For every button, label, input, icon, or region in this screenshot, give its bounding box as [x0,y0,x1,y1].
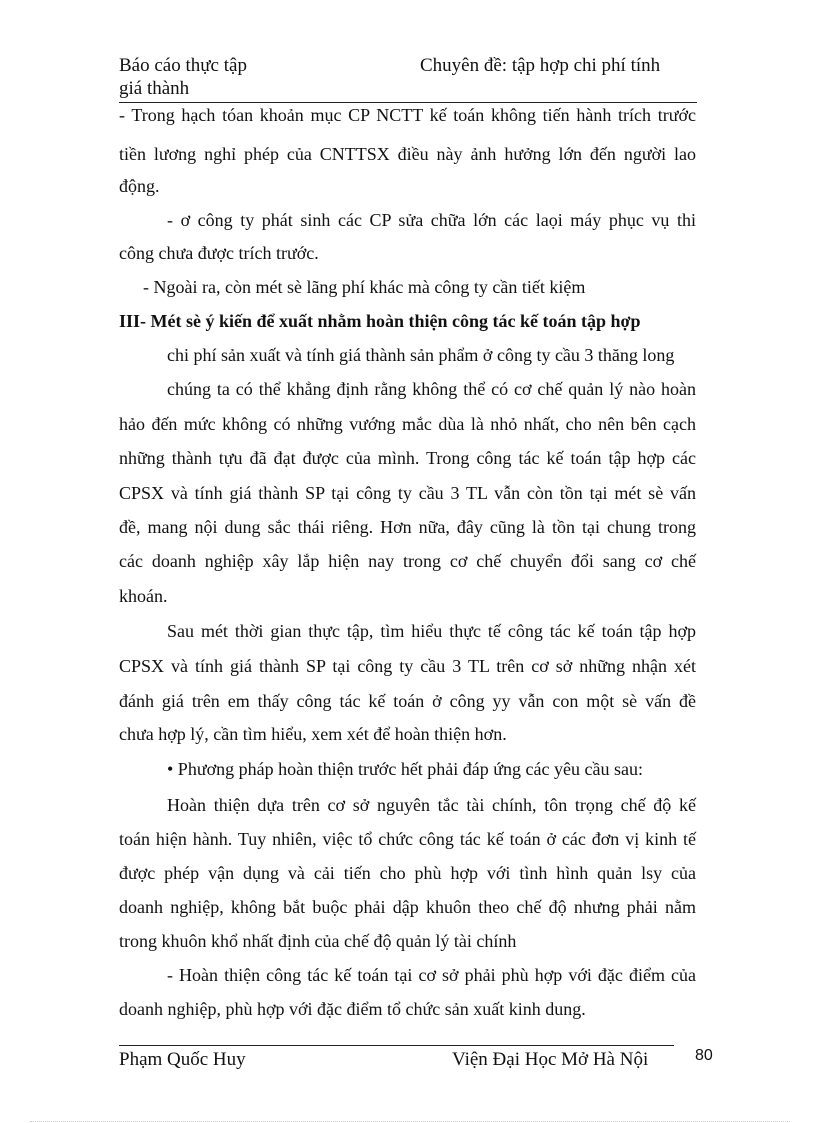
text-line: trong khuôn khổ nhất định của chế độ quản lý tài chính [119,931,517,951]
section-heading: III- Mét sè ý kiến để xuất nhằm hoàn thiện công tác kế toán tập hợp [119,311,641,331]
footer-author: Phạm Quốc Huy [119,1049,246,1070]
text-line: khoán. [119,586,168,606]
text-line: CPSX và tính giá thành SP tại công ty cầu 3 TL vẫn còn tồn tại mét sè vấn [119,483,696,503]
text-line: - ơ công ty phát sinh các CP sửa chữa lớn các laọi máy phục vụ thi [167,210,696,230]
footer-institute: Viện Đại Học Mở Hà Nội [452,1049,649,1070]
text-line: toán hiện hành. Tuy nhiên, việc tổ chức công tác kế toán ở các đơn vị kinh tế [119,829,696,849]
text-line: chưa hợp lý, cần tìm hiểu, xem xét để hoàn thiện hơn. [119,724,507,744]
text-line: Sau mét thời gian thực tập, tìm hiểu thực tế công tác kế toán tập hợp [167,621,696,641]
text-line: - Trong hạch tóan khoản mục CP NCTT kế toán không tiến hành trích trước [119,105,696,125]
text-line: đề, mang nội dung sắc thái riêng. Hơn nữa, đây cũng là tồn tại chung trong [119,517,696,537]
text-line: công chưa được trích trước. [119,243,319,263]
text-line: doanh nghiệp, không bắt buộc phải dập khuôn theo chế độ nhưng phải nằm [119,897,696,917]
text-line: động. [119,176,160,196]
header-report-title: Báo cáo thực tập [119,55,247,76]
text-line: chúng ta có thể khẳng định rằng không thể có cơ chế quản lý nào hoàn [167,379,696,399]
bullet-item: • Phương pháp hoàn thiện trước hết phải đáp ứng các yêu cầu sau: [167,759,643,779]
text-line: tiền lương nghỉ phép của CNTTSX điều này ảnh hưởng lớn đến người lao [119,144,696,164]
text-line: Hoàn thiện dựa trên cơ sở nguyên tắc tài chính, tôn trọng chế độ kế [167,795,696,815]
text-line: chi phí sản xuất và tính giá thành sản phẩm ở công ty cầu 3 thăng long [167,345,675,365]
header-rule [119,102,697,103]
text-line: những thành tựu đã đạt được của mình. Trong công tác kế toán tập hợp các [119,448,696,468]
text-line: - Ngoài ra, còn mét sè lãng phí khác mà công ty cần tiết kiệm [143,277,586,297]
text-line: CPSX và tính giá thành SP tại công ty cầu 3 TL trên cơ sở những nhận xét [119,656,696,676]
text-line: doanh nghiệp, phù hợp với đặc điểm tổ chức sản xuất kinh dung. [119,999,586,1019]
text-line: hảo đến mức không có những vướng mắc dùa là nhỏ nhất, cho nên bên cạch [119,414,696,434]
text-line: được phép vận dụng và cải tiến cho phù hợp với tình hình quản lsy của [119,863,696,883]
page-bottom-edge [30,1121,790,1122]
footer-rule [119,1045,674,1046]
page-number: 80 [695,1047,713,1064]
text-line: - Hoàn thiện công tác kế toán tại cơ sở phải phù hợp với đặc điểm của [167,965,696,985]
text-line: đánh giá trên em thấy công tác kế toán ở công yy vẫn con một sè vấn đề [119,691,696,711]
text-line: các doanh nghiệp xây lắp hiện nay trong cơ chế chuyển đổi sang cơ chế [119,551,696,571]
header-topic: Chuyên đề: tập hợp chi phí tính [420,55,661,76]
header-report-title-cont: giá thành [119,78,190,99]
